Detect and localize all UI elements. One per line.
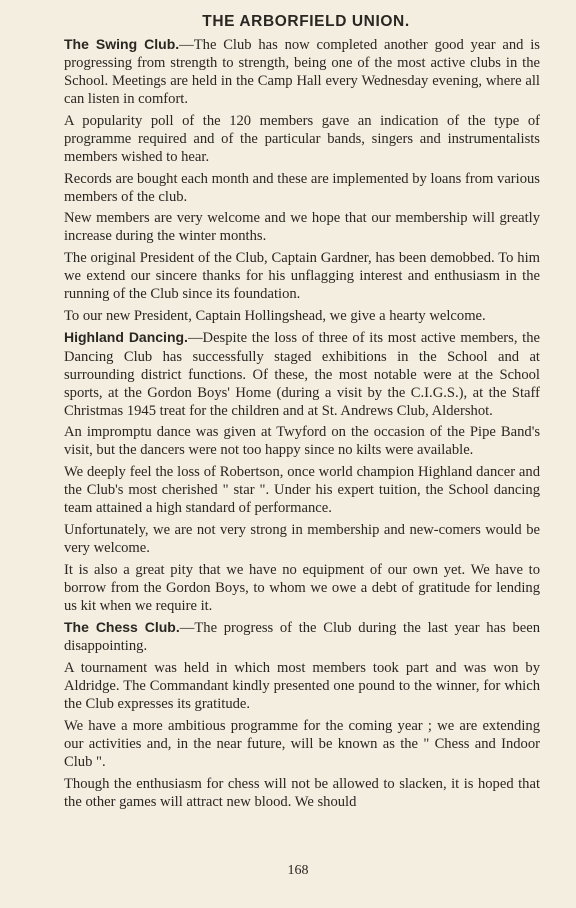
paragraph <box>64 307 540 325</box>
paragraph-text: We deeply feel the loss of Robertson, once world champion Highland dancer and the Club's most cherished " star ". Under his expert tuition, the School dancing team attained a high standard of performance. <box>64 464 540 517</box>
paragraph <box>64 717 540 771</box>
paragraph <box>64 463 540 517</box>
paragraph <box>64 618 540 655</box>
section-heading: The Chess Club. <box>64 619 180 636</box>
paragraph-text: Though the enthusiasm for chess will not be allowed to slacken, it is hoped that the other games will attract new blood. We should <box>64 775 540 810</box>
paragraph <box>64 423 540 459</box>
paragraph <box>64 328 540 419</box>
paragraph <box>64 775 540 811</box>
paragraph <box>64 249 540 303</box>
paragraph-text: To our new President, Captain Hollingshead, we give a hearty welcome. <box>64 307 486 324</box>
paragraph <box>64 112 540 166</box>
paragraph-text: The original President of the Club, Captain Gardner, has been demobbed. To him we extend our sincere thanks for his unflagging interest and enthusiasm in the running of the Club since its foundation. <box>64 250 540 303</box>
paragraph <box>64 521 540 557</box>
page-number: 168 <box>287 863 309 878</box>
paragraph-text: It is also a great pity that we have no equipment of our own yet. We have to borrow from the Gordon Boys, to whom we owe a debt of gratitude for lending us kit when we require it. <box>64 561 540 614</box>
paragraph-text: —Despite the loss of three of its most active members, the Dancing Club has successfully staged exhibitions in the School and at surrounding district functions. Of these, the most notable were at the School sports, at the Gordon Boys' Home (during a visit by the C.I.G.S.), at the Staff Christmas 1945 treat for the children and at St. Andrews Club, Aldershot. <box>64 330 541 419</box>
paragraph-text: —The progress of the Club during the last year has been disappointing. <box>64 620 540 655</box>
paragraph <box>64 35 540 108</box>
paragraph <box>64 659 540 713</box>
section-heading: Highland Dancing. <box>64 329 188 346</box>
paragraph <box>64 209 540 245</box>
paragraph-text: New members are very welcome and we hope that our membership will greatly increase during the winter months. <box>64 210 540 245</box>
section-heading: The Swing Club. <box>64 36 180 52</box>
paragraph-text: A popularity poll of the 120 members gave an indication of the type of programme required and of the particular bands, singers and instrumentalists members wished to hear. <box>64 112 540 166</box>
paragraph <box>64 170 540 206</box>
paragraph-text: —The Club has now completed another good year and is progressing from strength to strength, being one of the most active clubs in the School. Meetings are held in the Camp Hall every Wednesday evening, where all can listen in comfort. <box>64 37 540 108</box>
page-title: THE ARBORFIELD UNION. <box>202 13 410 30</box>
paragraph-text: Unfortunately, we are not very strong in membership and new-comers would be very welcome. <box>64 521 540 556</box>
paragraph <box>64 561 540 615</box>
paragraph-text: We have a more ambitious programme for the coming year ; we are extending our activities and, in the near future, will be known as the " Chess and Indoor Club ". <box>64 717 540 770</box>
paragraph-text: Records are bought each month and these are implemented by loans from various members of the club. <box>64 170 540 205</box>
article-body <box>64 35 540 811</box>
paragraph-text: A tournament was held in which most members took part and was won by Aldridge. The Commandant kindly presented one pound to the winner, for which the Club expresses its gratitude. <box>64 660 540 713</box>
paragraph-text: An impromptu dance was given at Twyford on the occasion of the Pipe Band's visit, but the dancers were not too happy since no kilts were available. <box>64 424 540 459</box>
